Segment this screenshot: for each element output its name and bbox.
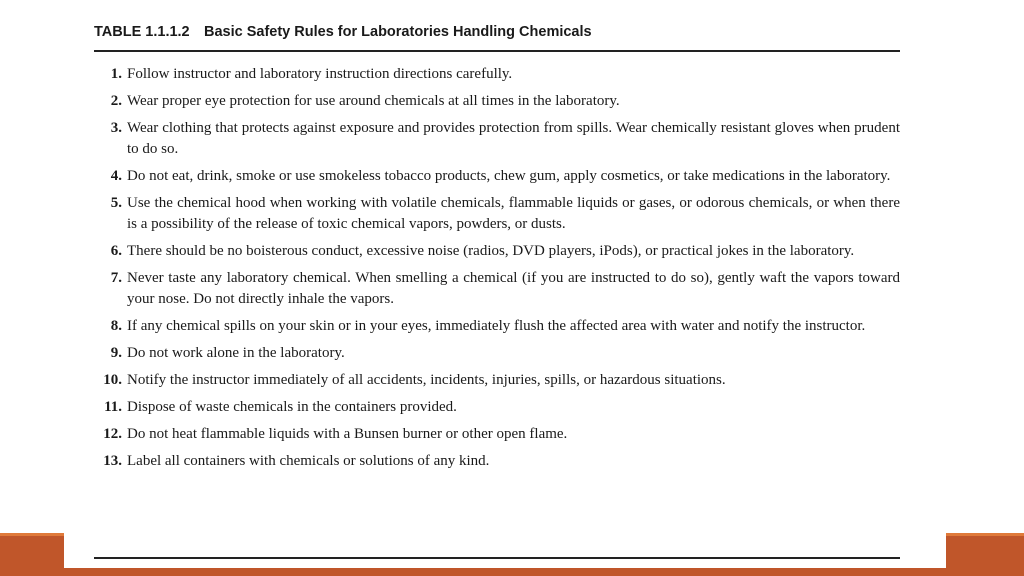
rule-text: Notify the instructor immediately of all accidents, incidents, injuries, spills, or hazardous situations. <box>127 372 726 388</box>
rule-item <box>94 343 900 364</box>
rule-item <box>94 166 900 187</box>
rule-item <box>94 397 900 418</box>
table-caption <box>94 20 900 44</box>
left-accent-bar <box>0 533 64 576</box>
safety-rules-table <box>94 20 900 478</box>
rules-list <box>94 64 900 472</box>
rule-number: 8 . <box>94 316 122 337</box>
table-bottom-rule <box>94 557 900 559</box>
rule-number: 6 . <box>94 241 122 262</box>
rule-item <box>94 241 900 262</box>
table-title: Basic Safety Rules for Laboratories Handling Chemicals <box>204 24 592 40</box>
table-label: TABLE 1.1.1.2 <box>94 24 190 40</box>
rule-text: Dispose of waste chemicals in the containers provided. <box>127 399 457 415</box>
right-accent-bar <box>946 533 1024 576</box>
rule-item <box>94 268 900 310</box>
rule-text: Never taste any laboratory chemical. When smelling a chemical (if you are instructed to do so), gently waft the vapors toward your nose. Do not directly inhale the vapors. <box>127 270 900 307</box>
rule-item <box>94 451 900 472</box>
rule-item <box>94 370 900 391</box>
rule-text: Wear clothing that protects against exposure and provides protection from spills. Wear chemically resistant gloves when prudent to do so. <box>127 120 900 157</box>
rule-number: 11 . <box>94 397 122 418</box>
rule-number: 9 . <box>94 343 122 364</box>
bottom-accent-strip <box>64 568 946 576</box>
rule-text: Do not eat, drink, smoke or use smokeless tobacco products, chew gum, apply cosmetics, or take medications in the laboratory. <box>127 168 891 184</box>
rule-text: Label all containers with chemicals or solutions of any kind. <box>127 453 490 469</box>
rule-text: Wear proper eye protection for use around chemicals at all times in the laboratory. <box>127 93 620 109</box>
rule-item <box>94 118 900 160</box>
rule-number: 1 . <box>94 64 122 85</box>
rule-item <box>94 193 900 235</box>
rule-number: 12 . <box>94 424 122 445</box>
rule-number: 7 . <box>94 268 122 310</box>
rule-text: Do not work alone in the laboratory. <box>127 345 345 361</box>
rule-text: Use the chemical hood when working with volatile chemicals, flammable liquids or gases, or odorous chemicals, or when there is a possibility of the release of toxic chemical vapors, powders, or dusts. <box>127 195 900 232</box>
rule-text: If any chemical spills on your skin or in your eyes, immediately flush the affected area with water and notify the instructor. <box>127 318 866 334</box>
right-accent-line <box>946 533 1024 536</box>
rule-item <box>94 64 900 85</box>
rule-number: 5 . <box>94 193 122 235</box>
left-accent-line <box>0 533 64 536</box>
rule-text: Follow instructor and laboratory instruction directions carefully. <box>127 66 513 82</box>
rule-item <box>94 316 900 337</box>
rule-number: 4 . <box>94 166 122 187</box>
rule-text: Do not heat flammable liquids with a Bunsen burner or other open flame. <box>127 426 568 442</box>
table-top-rule <box>94 50 900 52</box>
rule-number: 3 . <box>94 118 122 160</box>
rule-text: There should be no boisterous conduct, excessive noise (radios, DVD players, iPods), or practical jokes in the laboratory. <box>127 243 855 259</box>
rule-item <box>94 424 900 445</box>
rule-number: 2 . <box>94 91 122 112</box>
rule-number: 10 . <box>94 370 122 391</box>
rule-number: 13 . <box>94 451 122 472</box>
rule-item <box>94 91 900 112</box>
